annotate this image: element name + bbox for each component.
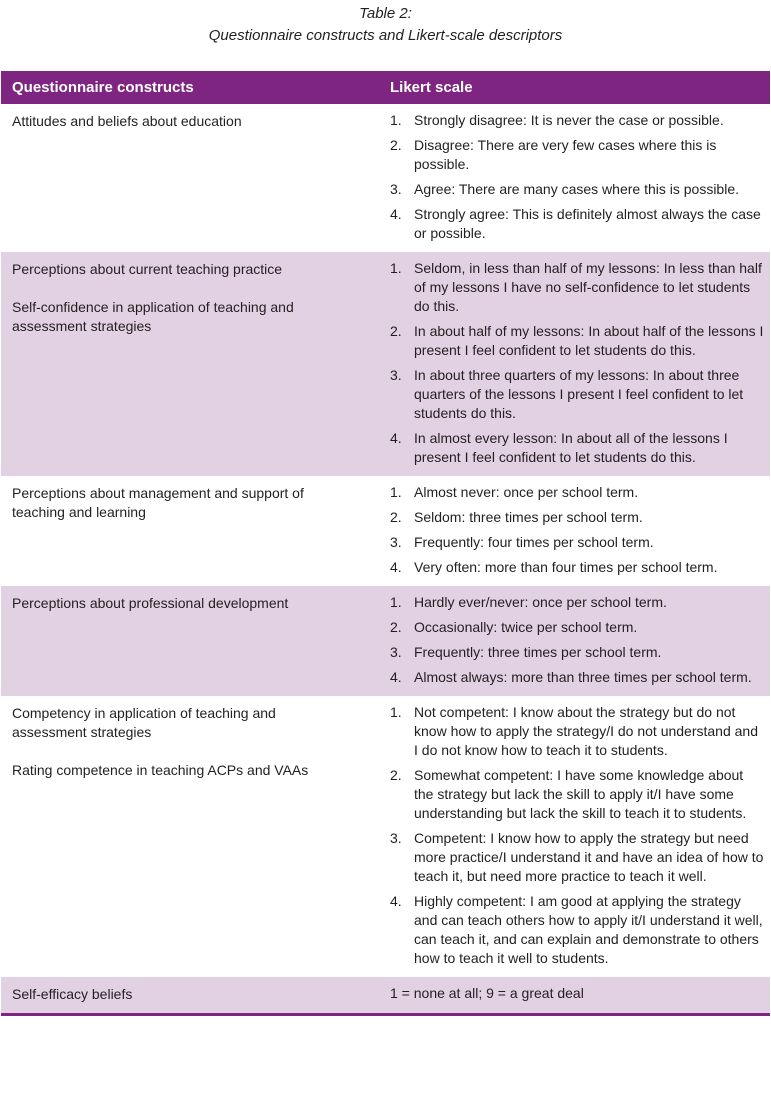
likert-item [390, 205, 765, 243]
likert-item-number: 4. [390, 669, 402, 685]
likert-item [390, 643, 765, 662]
likert-item [390, 892, 765, 968]
constructs-cell [1, 111, 381, 243]
likert-item-number: 1. [390, 260, 402, 276]
likert-item-number: 1. [390, 112, 402, 128]
likert-item-number: 3. [390, 644, 402, 660]
table-row [1, 977, 770, 1013]
likert-item-number: 3. [390, 830, 402, 846]
likert-cell [381, 259, 770, 467]
likert-item [390, 829, 765, 886]
table-row [1, 476, 770, 586]
likert-item [390, 766, 765, 823]
likert-item [390, 533, 765, 552]
constructs-cell [1, 593, 381, 687]
table-header-row [1, 71, 770, 104]
table-row [1, 252, 770, 476]
likert-item-text: In about half of my lessons: In about half of the lessons I present I feel confident to let students do this. [414, 323, 764, 358]
constructs-cell [1, 984, 381, 1004]
likert-item [390, 429, 765, 467]
likert-item-number: 3. [390, 181, 402, 197]
caption-line-1: Table 2: [359, 5, 412, 22]
likert-item-text: Frequently: three times per school term. [414, 644, 662, 660]
likert-item-text: In almost every lesson: In about all of the lessons I present I feel confident to let students do this. [414, 430, 728, 465]
likert-item-number: 2. [390, 767, 402, 783]
likert-item [390, 618, 765, 637]
likert-item-text: Hardly ever/never: once per school term. [414, 594, 667, 610]
likert-item [390, 593, 765, 612]
likert-item-text: Competent: I know how to apply the strategy but need more practice/I understand it and have an idea of how to teach it, but need more practice to teach it well. [414, 830, 764, 884]
likert-item [390, 508, 765, 527]
table-row [1, 104, 770, 252]
construct-text: Perceptions about management and support of teaching and learning [12, 485, 304, 520]
likert-cell [381, 703, 770, 968]
likert-item-text: Strongly disagree: It is never the case or possible. [414, 112, 724, 128]
likert-cell [381, 483, 770, 577]
likert-item [390, 483, 765, 502]
likert-item-number: 2. [390, 509, 402, 525]
likert-item [390, 668, 765, 687]
likert-item-text: Almost never: once per school term. [414, 484, 639, 500]
likert-item-text: Very often: more than four times per school term. [414, 559, 718, 575]
constructs-cell [1, 259, 381, 467]
constructs-cell [1, 483, 381, 577]
construct-text: Perceptions about professional development [12, 595, 289, 611]
likert-item [390, 558, 765, 577]
likert-item-number: 3. [390, 534, 402, 550]
likert-item [390, 136, 765, 174]
likert-item-number: 4. [390, 206, 402, 222]
construct-text: Rating competence in teaching ACPs and VAAs [12, 762, 309, 778]
likert-item-text: Almost always: more than three times per school term. [414, 669, 752, 685]
likert-item-number: 2. [390, 323, 402, 339]
likert-item-text: Highly competent: I am good at applying the strategy and can teach others how to apply it/I understand it well, can teach it, and can explain and demonstrate to others how to teach it well to students. [414, 893, 763, 966]
likert-item-number: 1. [390, 484, 402, 500]
likert-cell [381, 111, 770, 243]
construct-text: Perceptions about current teaching practice [12, 261, 283, 277]
table-body [1, 104, 770, 1013]
likert-item-text: Occasionally: twice per school term. [414, 619, 638, 635]
construct-text: Attitudes and beliefs about education [12, 113, 242, 129]
likert-item-number: 4. [390, 430, 402, 446]
likert-item-text: Seldom, in less than half of my lessons: In less than half of my lessons I have no self-confidence to let students do this. [414, 260, 762, 314]
constructs-cell [1, 703, 381, 968]
likert-item-text: Seldom: three times per school term. [414, 509, 643, 525]
likert-item-number: 4. [390, 559, 402, 575]
likert-item [390, 703, 765, 760]
likert-item-number: 2. [390, 137, 402, 153]
likert-table [1, 71, 770, 1016]
likert-cell [381, 984, 770, 1004]
likert-item-number: 1. [390, 704, 402, 720]
construct-text: Competency in application of teaching and assessment strategies [12, 705, 276, 740]
likert-item-text: Agree: There are many cases where this is possible. [414, 181, 740, 197]
table-caption [0, 0, 771, 47]
likert-item-text: 1 = none at all; 9 = a great deal [390, 985, 584, 1001]
likert-item [390, 180, 765, 199]
likert-item [390, 322, 765, 360]
header-likert-scale: Likert scale [390, 79, 473, 96]
likert-item-text: Disagree: There are very few cases where this is possible. [414, 137, 717, 172]
likert-item-text: Not competent: I know about the strategy but do not know how to apply the strategy/I do not understand and I do not know how to teach it to students. [414, 704, 759, 758]
likert-item-number: 4. [390, 893, 402, 909]
likert-item-text: Strongly agree: This is definitely almost always the case or possible. [414, 206, 761, 241]
likert-item-number: 3. [390, 367, 402, 383]
caption-line-2: Questionnaire constructs and Likert-scale descriptors [208, 27, 563, 44]
construct-text: Self-efficacy beliefs [12, 986, 133, 1002]
likert-item [390, 984, 765, 1003]
table-row [1, 696, 770, 977]
likert-cell [381, 593, 770, 687]
likert-item [390, 366, 765, 423]
likert-item [390, 259, 765, 316]
table-row [1, 586, 770, 696]
construct-text: Self-confidence in application of teaching and assessment strategies [12, 299, 294, 334]
likert-item-text: Frequently: four times per school term. [414, 534, 654, 550]
likert-item-number: 1. [390, 594, 402, 610]
header-constructs: Questionnaire constructs [12, 79, 194, 96]
likert-item [390, 111, 765, 130]
likert-item-number: 2. [390, 619, 402, 635]
likert-item-text: In about three quarters of my lessons: In about three quarters of the lessons I present I feel confident to let students do this. [414, 367, 744, 421]
likert-item-text: Somewhat competent: I have some knowledge about the strategy but lack the skill to apply it/I have some understanding but lack the skill to teach it to students. [414, 767, 747, 821]
